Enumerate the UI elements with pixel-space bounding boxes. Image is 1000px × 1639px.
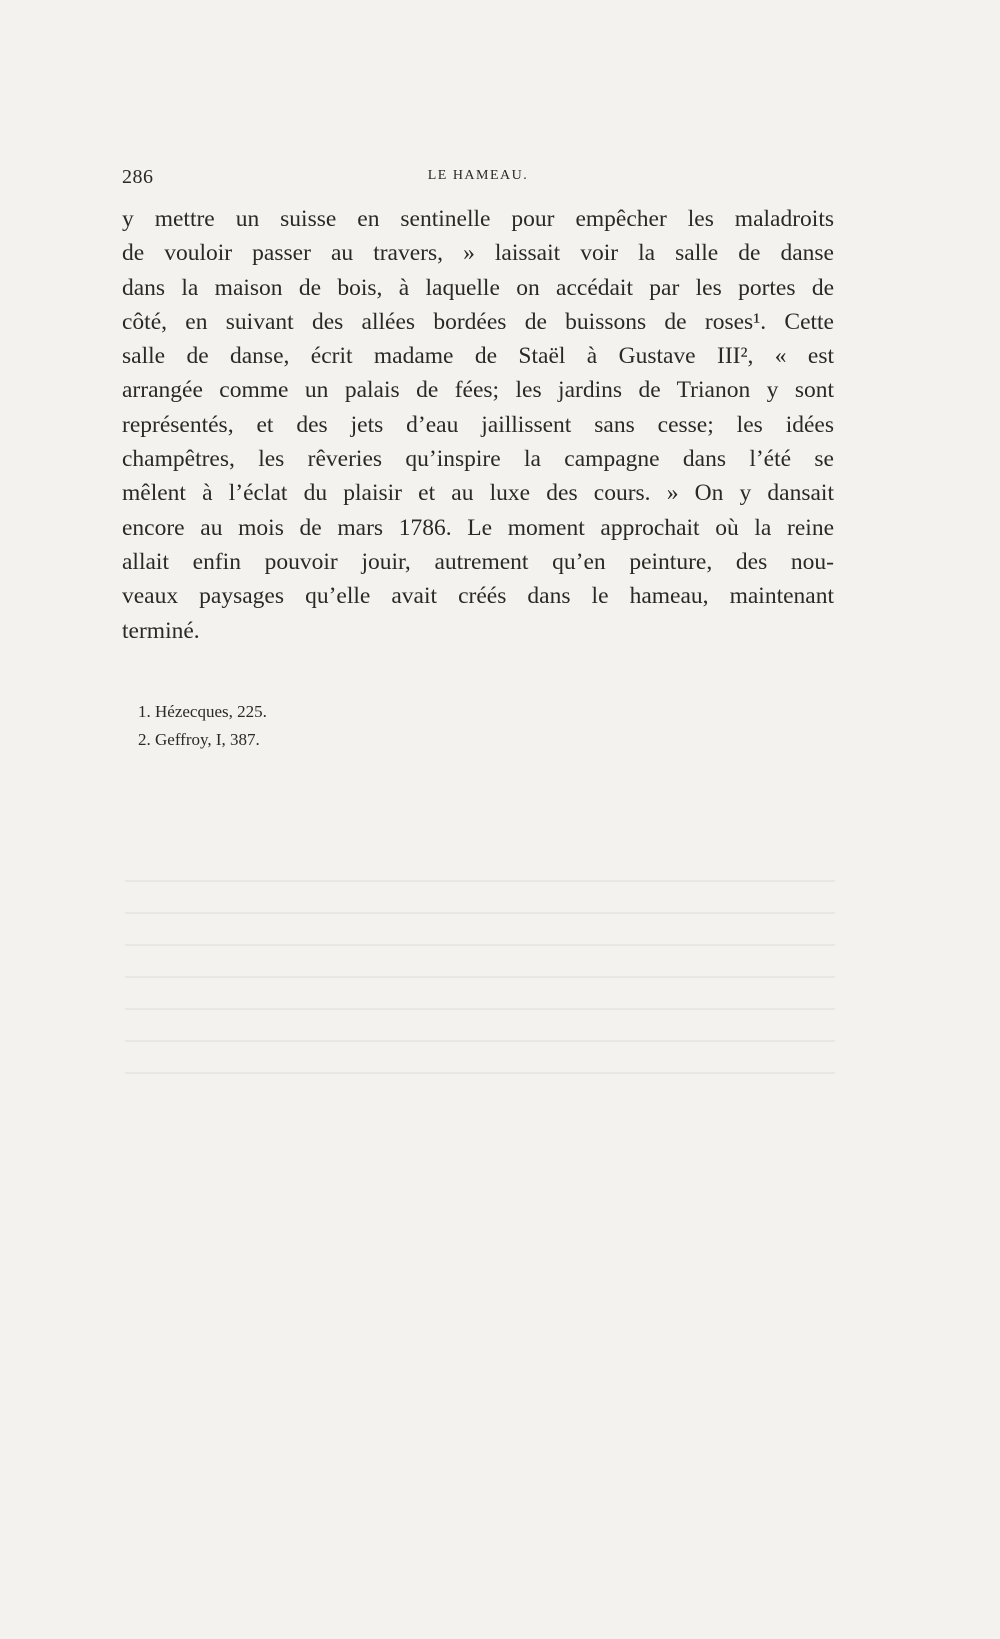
text-line: représentés, et des jets d’eau jaillissent sans cesse; les idées (122, 411, 834, 438)
text-line: champêtres, les rêveries qu’inspire la campagne dans l’été se (122, 446, 834, 473)
text-line: veaux paysages qu’elle avait créés dans le hameau, maintenant (122, 583, 834, 610)
footnote: 1. Hézecques, 225. (138, 702, 267, 721)
footnotes (138, 698, 267, 754)
text-line: côté, en suivant des allées bordées de buissons de roses¹. Cette (122, 308, 834, 335)
text-line: arrangée comme un palais de fées; les jardins de Trianon y sont (122, 377, 834, 404)
text-line: salle de danse, écrit madame de Staël à Gustave III², « est (122, 343, 834, 370)
text-line: terminé. (122, 617, 200, 644)
bleed-through-shadow (125, 880, 835, 1180)
running-title: LE HAMEAU. (427, 168, 529, 183)
text-line: y mettre un suisse en sentinelle pour empêcher les maladroits (122, 206, 834, 232)
running-head (122, 166, 834, 196)
page-number: 286 (122, 166, 154, 188)
text-line: encore au mois de mars 1786. Le moment approchait où la reine (122, 514, 834, 541)
text-line: dans la maison de bois, à laquelle on accédait par les portes de (122, 274, 834, 301)
footnote: 2. Geffroy, I, 387. (138, 730, 260, 749)
text-line: mêlent à l’éclat du plaisir et au luxe des cours. » On y dansait (122, 480, 834, 507)
text-line: de vouloir passer au travers, » laissait voir la salle de danse (122, 240, 834, 267)
text-line: allait enfin pouvoir jouir, autrement qu’en peinture, des nou- (122, 548, 834, 575)
body-text (122, 202, 834, 648)
